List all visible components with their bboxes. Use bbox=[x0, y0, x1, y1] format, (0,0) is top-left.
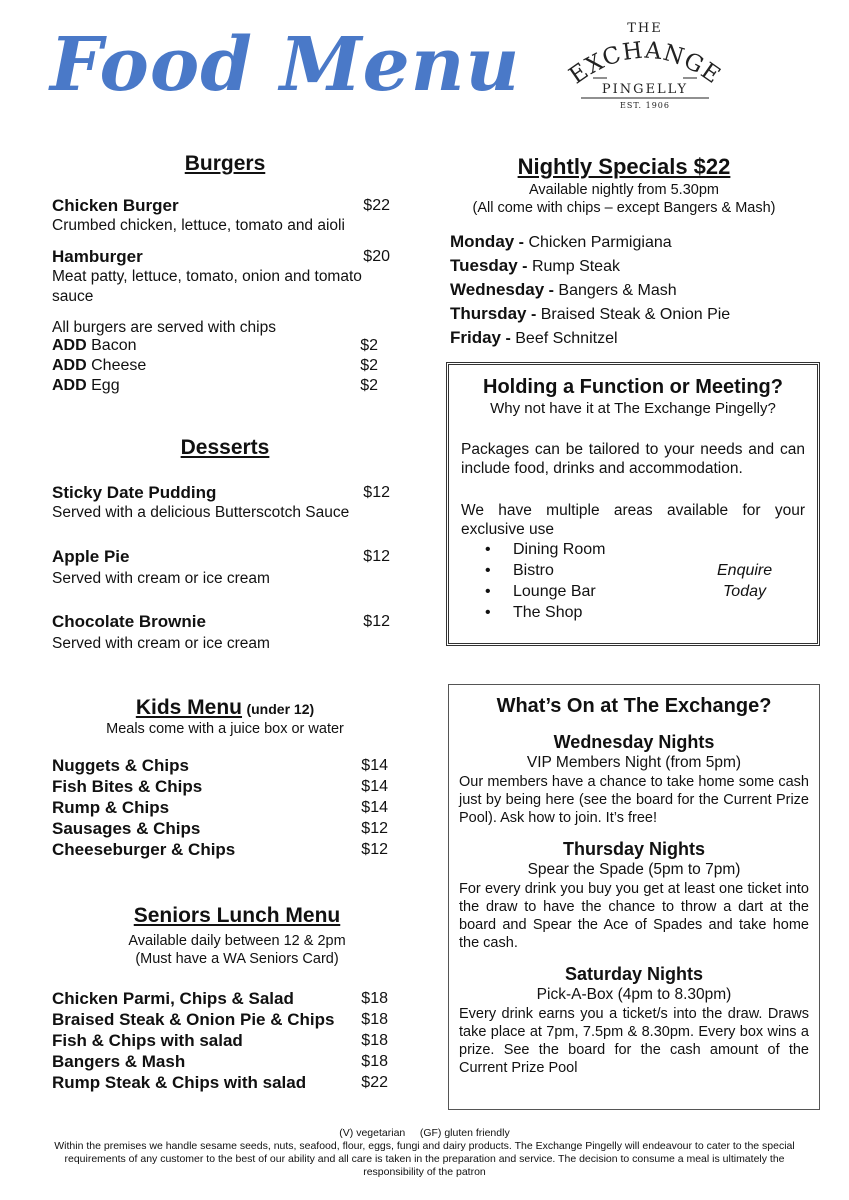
function-para2: We have multiple areas available for your exclusive use bbox=[461, 502, 805, 538]
logo-est: EST. 1906 bbox=[620, 101, 670, 110]
areas-wrap bbox=[461, 539, 805, 623]
event-title: Spear the Spade (5pm to 7pm) bbox=[527, 861, 741, 878]
item-desc: Served with cream or ice cream bbox=[52, 635, 270, 652]
item-name: Rump Steak & Chips with salad bbox=[52, 1073, 307, 1092]
desserts-heading: Desserts bbox=[180, 436, 270, 459]
item-price: $18 bbox=[361, 990, 388, 1007]
special-row: Monday - Chicken Parmigiana bbox=[450, 232, 672, 251]
dessert-item bbox=[52, 546, 390, 589]
logo-name: EXCHANGE bbox=[564, 37, 726, 90]
item-name: Cheeseburger & Chips bbox=[52, 840, 236, 859]
item-price: $14 bbox=[361, 757, 388, 774]
item-name: Fish Bites & Chips bbox=[52, 777, 203, 796]
item-price: $12 bbox=[363, 484, 390, 501]
item-name: Hamburger bbox=[52, 247, 143, 266]
specials-note1: Available nightly from 5.30pm bbox=[529, 182, 719, 198]
special-day: Tuesday bbox=[450, 256, 518, 275]
item-desc: Crumbed chicken, lettuce, tomato and aioli bbox=[52, 217, 345, 234]
item-price: $12 bbox=[361, 841, 388, 858]
item-price: $14 bbox=[361, 799, 388, 816]
area-item: • Lounge Bar bbox=[461, 581, 805, 602]
seniors-list bbox=[52, 988, 388, 1093]
special-day: Monday bbox=[450, 232, 515, 251]
special-row: Friday - Beef Schnitzel bbox=[450, 328, 618, 347]
addon-name: Cheese bbox=[91, 357, 147, 374]
page-title: Food Menu bbox=[50, 22, 521, 108]
special-dish: Chicken Parmigiana bbox=[528, 234, 672, 251]
add-label: ADD bbox=[52, 377, 87, 394]
item-name: Braised Steak & Onion Pie & Chips bbox=[52, 1010, 335, 1029]
function-para1: Packages can be tailored to your needs and can include food, drinks and accommodation. bbox=[461, 441, 805, 477]
addon-name: Egg bbox=[91, 377, 120, 394]
dessert-item bbox=[52, 611, 390, 654]
kids-heading-wrap bbox=[52, 696, 398, 720]
seniors-heading: Seniors Lunch Menu bbox=[133, 904, 341, 927]
event-night: Thursday Nights bbox=[562, 839, 705, 859]
event-title: VIP Members Night (from 5pm) bbox=[526, 754, 742, 771]
special-day: Friday bbox=[450, 328, 502, 347]
event-night: Wednesday Nights bbox=[553, 732, 715, 752]
special-day: Wednesday bbox=[450, 280, 545, 299]
item-desc: Meat patty, lettuce, tomato, onion and tomato sauce bbox=[52, 268, 362, 305]
item-price: $18 bbox=[361, 1032, 388, 1049]
function-heading: Holding a Function or Meeting? bbox=[483, 376, 783, 398]
item-name: Chocolate Brownie bbox=[52, 612, 206, 631]
item-price: $12 bbox=[363, 548, 390, 565]
item-name: Bangers & Mash bbox=[52, 1052, 186, 1071]
area-item: • Bistro bbox=[461, 560, 805, 581]
whats-on-box bbox=[448, 684, 820, 1110]
specials-heading: Nightly Specials $22 bbox=[517, 154, 731, 179]
addon-name: Bacon bbox=[91, 337, 137, 354]
special-dish: Bangers & Mash bbox=[558, 282, 677, 299]
item-price: $22 bbox=[363, 197, 390, 214]
special-dish: Braised Steak & Onion Pie bbox=[540, 306, 731, 323]
event-desc: For every drink you buy you get at least one ticket into the draw to have the chance to throw a dart at the board and Spear the Ace of Spades and take home the cash. bbox=[459, 881, 809, 951]
special-row: Wednesday - Bangers & Mash bbox=[450, 280, 677, 299]
item-price: $18 bbox=[361, 1053, 388, 1070]
item-desc: Served with cream or ice cream bbox=[52, 570, 270, 587]
event-desc: Every drink earns you a ticket/s into the draw. Draws take place at 7pm, 7.5pm & 8.30pm. Every box wins a prize. See the board for the cash amount of the Current Prize Pool bbox=[459, 1006, 809, 1076]
function-sub: Why not have it at The Exchange Pingelly? bbox=[490, 400, 776, 417]
addon-price: $2 bbox=[360, 377, 378, 394]
whats-on-heading: What’s On at The Exchange? bbox=[496, 695, 772, 717]
kids-list bbox=[52, 755, 388, 860]
item-name: Chicken Parmi, Chips & Salad bbox=[52, 989, 294, 1008]
area-item: • The Shop bbox=[461, 602, 805, 623]
logo-the: THE bbox=[627, 21, 663, 36]
item-name: Apple Pie bbox=[52, 547, 130, 566]
item-desc: Served with a delicious Butterscotch Sauce bbox=[52, 504, 350, 521]
burger-item bbox=[52, 246, 404, 307]
seniors-note2: (Must have a WA Seniors Card) bbox=[135, 951, 339, 967]
event-night: Saturday Nights bbox=[564, 964, 704, 984]
special-dish: Rump Steak bbox=[531, 258, 620, 275]
item-name: Fish & Chips with salad bbox=[52, 1031, 243, 1050]
special-row: Tuesday - Rump Steak bbox=[450, 256, 620, 275]
seniors-note1: Available daily between 12 & 2pm bbox=[128, 933, 346, 949]
item-price: $14 bbox=[361, 778, 388, 795]
item-name: Sausages & Chips bbox=[52, 819, 201, 838]
kids-note: Meals come with a juice box or water bbox=[106, 721, 344, 737]
enquire-text: Enquire bbox=[717, 562, 773, 579]
item-name: Rump & Chips bbox=[52, 798, 170, 817]
add-label: ADD bbox=[52, 357, 87, 374]
burgers-note: All burgers are served with chips bbox=[52, 319, 276, 336]
addon-price: $2 bbox=[360, 357, 378, 374]
specials-list bbox=[450, 230, 810, 350]
today-text: Today bbox=[723, 583, 766, 600]
logo-town: PINGELLY bbox=[601, 82, 689, 97]
item-price: $22 bbox=[361, 1074, 388, 1091]
event-desc: Our members have a chance to take home some cash just by being here (see the board for the Current Prize Pool). Ask how to join. It’s free! bbox=[459, 774, 809, 826]
exchange-logo bbox=[555, 18, 735, 110]
item-price: $12 bbox=[361, 820, 388, 837]
addon-price: $2 bbox=[360, 337, 378, 354]
item-name: Sticky Date Pudding bbox=[52, 483, 217, 502]
dessert-item bbox=[52, 482, 390, 523]
function-box bbox=[446, 362, 820, 646]
special-day: Thursday bbox=[450, 304, 527, 323]
item-name: Chicken Burger bbox=[52, 196, 179, 215]
allergen-disclaimer: Within the premises we handle sesame seeds, nuts, seafood, flour, eggs, fungi and dairy products. The Exchange Pingelly will endeavour to cater to the special requirements of any customer to the best of our ability and all care is taken in the preparation and service. The decision to consume a meal is ultimately the responsibility of the patron bbox=[54, 1140, 795, 1178]
item-price: $12 bbox=[363, 613, 390, 630]
dietary-legend: (V) vegetarian (GF) gluten friendly bbox=[339, 1127, 510, 1139]
item-price: $20 bbox=[363, 248, 390, 265]
burger-item bbox=[52, 195, 390, 236]
add-label: ADD bbox=[52, 337, 87, 354]
kids-heading: Kids Menu bbox=[135, 696, 243, 719]
kids-subheading: (under 12) bbox=[246, 701, 315, 717]
burgers-heading: Burgers bbox=[184, 152, 266, 175]
item-price: $18 bbox=[361, 1011, 388, 1028]
special-row: Thursday - Braised Steak & Onion Pie bbox=[450, 304, 731, 323]
event-title: Pick-A-Box (4pm to 8.30pm) bbox=[536, 986, 732, 1003]
specials-note2: (All come with chips – except Bangers & Mash) bbox=[472, 200, 776, 216]
addon-list bbox=[52, 336, 378, 396]
special-dish: Beef Schnitzel bbox=[515, 330, 618, 347]
area-item: • Dining Room bbox=[461, 539, 805, 560]
item-name: Nuggets & Chips bbox=[52, 756, 189, 775]
